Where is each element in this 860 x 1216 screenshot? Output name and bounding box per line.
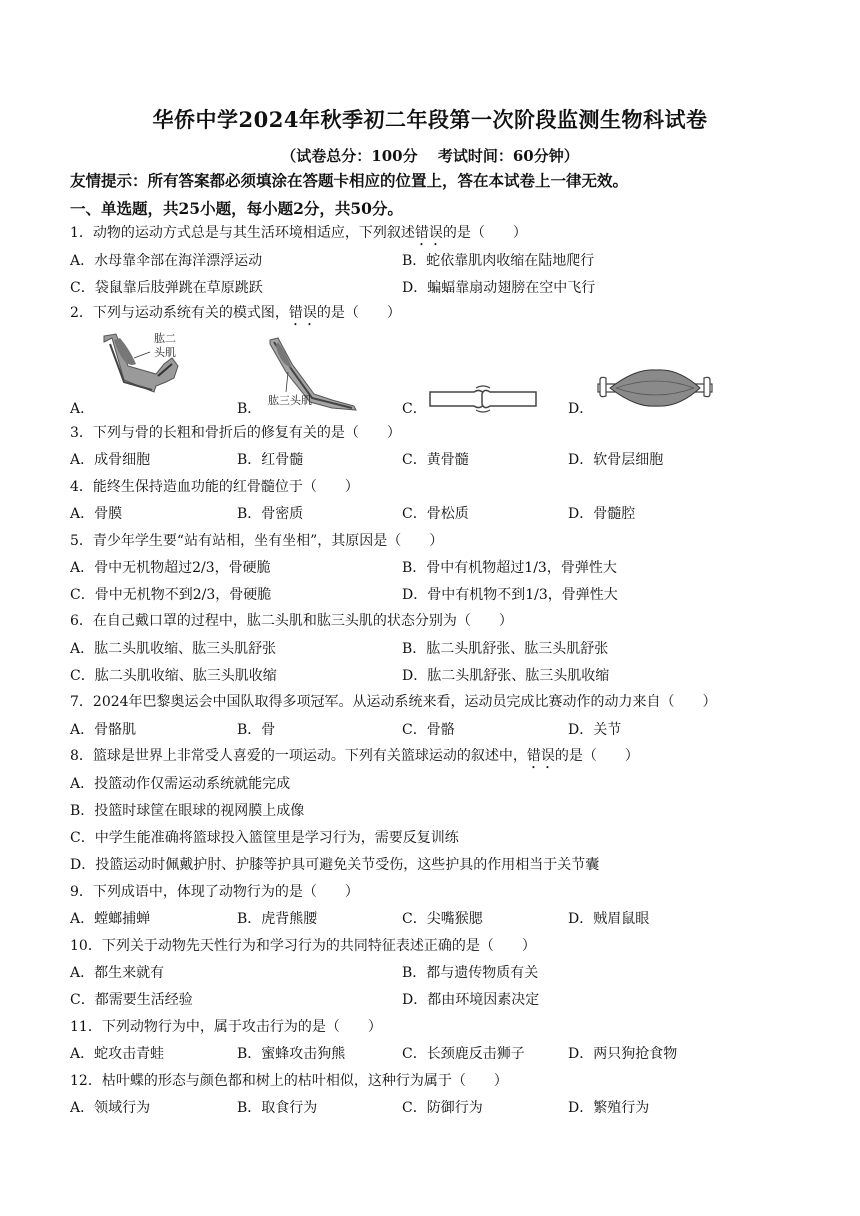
question-12-stem: 12．枯叶蝶的形态与颜色都和树上的枯叶相似，这种行为属于（ ） (70, 1073, 508, 1089)
section-heading: 一、单选题，共25小题，每小题2分，共50分。 (70, 199, 403, 218)
question-7-stem: 7．2024年巴黎奥运会中国队取得多项冠军。从运动系统来看，运动员完成比赛动作的动力来自（ ） (70, 694, 717, 710)
q9-option-a: A．螳螂捕蝉 (70, 911, 151, 927)
q11-option-d: D．两只狗抢食物 (568, 1046, 678, 1062)
question-11-stem: 11．下列动物行为中，属于攻击行为的是（ ） (70, 1019, 382, 1035)
q6-option-a: A．肱二头肌收缩、肱三头肌舒张 (70, 641, 277, 657)
q7-option-a: A．骨骼肌 (70, 722, 137, 738)
fig-c-label: C． (402, 401, 427, 417)
q9-option-b: B．虎背熊腰 (237, 911, 318, 927)
q10-option-a: A．都生来就有 (70, 965, 165, 981)
question-4-stem: 4．能终生保持造血功能的红骨髓位于（ ） (70, 479, 359, 495)
fig-a-biceps-label-top: 肱二 (154, 332, 176, 345)
q5-option-a: A．骨中无机物超过2/3，骨硬脆 (70, 560, 271, 576)
notice: 友情提示：所有答案都必须填涂在答题卡相应的位置上，答在本试卷上一律无效。 (70, 171, 629, 190)
q3-option-a: A．成骨细胞 (70, 452, 151, 468)
fig-b-arm-extended (262, 334, 362, 414)
q3-option-c: C．黄骨髓 (402, 452, 469, 468)
q6-option-b: B．肱二头肌舒张、肱三头肌舒张 (402, 641, 609, 657)
q1-option-a: A．水母靠伞部在海洋漂浮运动 (70, 253, 263, 269)
q6-option-d: D．肱二头肌舒张、肱三头肌收缩 (402, 668, 610, 684)
q1-option-d: D．蝙蝠靠扇动翅膀在空中飞行 (402, 280, 596, 296)
q8-option-a: A．投篮动作仅需运动系统就能完成 (70, 776, 291, 792)
q11-option-b: B．蜜蜂攻击狗熊 (237, 1046, 346, 1062)
fig-d-muscle (596, 366, 714, 410)
q9-option-d: D．贼眉鼠眼 (568, 911, 650, 927)
fig-a-label: A． (70, 401, 95, 417)
q11-option-c: C．长颈鹿反击狮子 (402, 1046, 525, 1062)
q7-option-d: D．关节 (568, 722, 622, 738)
q4-option-b: B．骨密质 (237, 506, 304, 522)
fig-c-joint (428, 384, 538, 414)
question-8-stem: 8．篮球是世界上非常受人喜爱的一项运动。下列有关篮球运动的叙述中，错误的是（ ） (70, 748, 639, 764)
q10-option-b: B．都与遗传物质有关 (402, 965, 539, 981)
q5-option-b: B．骨中有机物超过1/3，骨弹性大 (402, 560, 617, 576)
q10-option-c: C．都需要生活经验 (70, 992, 193, 1008)
fig-b-label: B． (237, 401, 262, 417)
q1-option-b: B．蛇依靠肌肉收缩在陆地爬行 (402, 253, 595, 269)
q7-option-c: C．骨骼 (402, 722, 455, 738)
q10-option-d: D．都由环境因素决定 (402, 992, 540, 1008)
q7-option-b: B．骨 (237, 722, 276, 738)
q8-option-d: D．投篮运动时佩戴护肘、护膝等护具可避免关节受伤，这些护具的作用相当于关节囊 (70, 857, 600, 873)
q5-option-c: C．骨中无机物不到2/3，骨硬脆 (70, 587, 272, 603)
q12-option-b: B．取食行为 (237, 1100, 318, 1116)
fig-a-arm-flexed (94, 330, 184, 414)
q1-option-c: C．袋鼠靠后肢弹跳在草原跳跃 (70, 280, 263, 296)
q3-option-b: B．红骨髓 (237, 452, 304, 468)
question-10-stem: 10．下列关于动物先天性行为和学习行为的共同特征表述正确的是（ ） (70, 938, 536, 954)
exam-title: 华侨中学2024年秋季初二年段第一次阶段监测生物科试卷 (152, 107, 708, 132)
question-5-stem: 5．青少年学生要“站有站相，坐有坐相”，其原因是（ ） (70, 533, 444, 549)
fig-d-label: D． (568, 401, 594, 417)
q12-option-d: D．繁殖行为 (568, 1100, 650, 1116)
fig-a-biceps-label-bottom: 头肌 (154, 346, 176, 359)
q11-option-a: A．蛇攻击青蛙 (70, 1046, 165, 1062)
q4-option-d: D．骨髓腔 (568, 506, 636, 522)
q4-option-c: C．骨松质 (402, 506, 469, 522)
question-2-stem: 2．下列与运动系统有关的模式图，错误的是（ ） (70, 305, 401, 321)
q5-option-d: D．骨中有机物不到1/3，骨弹性大 (402, 587, 618, 603)
q3-option-d: D．软骨层细胞 (568, 452, 664, 468)
q12-option-c: C．防御行为 (402, 1100, 483, 1116)
q12-option-a: A．领域行为 (70, 1100, 151, 1116)
question-1-stem: 1．动物的运动方式总是与其生活环境相适应，下列叙述错误的是（ ） (70, 225, 527, 241)
q8-option-c: C．中学生能准确将篮球投入篮筐里是学习行为，需要反复训练 (70, 830, 459, 846)
q9-option-c: C．尖嘴猴腮 (402, 911, 483, 927)
exam-subtitle: （试卷总分：100分 考试时间：60分钟） (281, 147, 579, 165)
question-3-stem: 3．下列与骨的长粗和骨折后的修复有关的是（ ） (70, 425, 401, 441)
question-9-stem: 9．下列成语中，体现了动物行为的是（ ） (70, 884, 359, 900)
q4-option-a: A．骨膜 (70, 506, 123, 522)
fig-b-triceps-label: 肱三头肌 (268, 394, 312, 407)
q6-option-c: C．肱二头肌收缩、肱三头肌收缩 (70, 668, 277, 684)
question-6-stem: 6．在自己戴口罩的过程中，肱二头肌和肱三头肌的状态分别为（ ） (70, 613, 513, 629)
q8-option-b: B．投篮时球筐在眼球的视网膜上成像 (70, 803, 305, 819)
